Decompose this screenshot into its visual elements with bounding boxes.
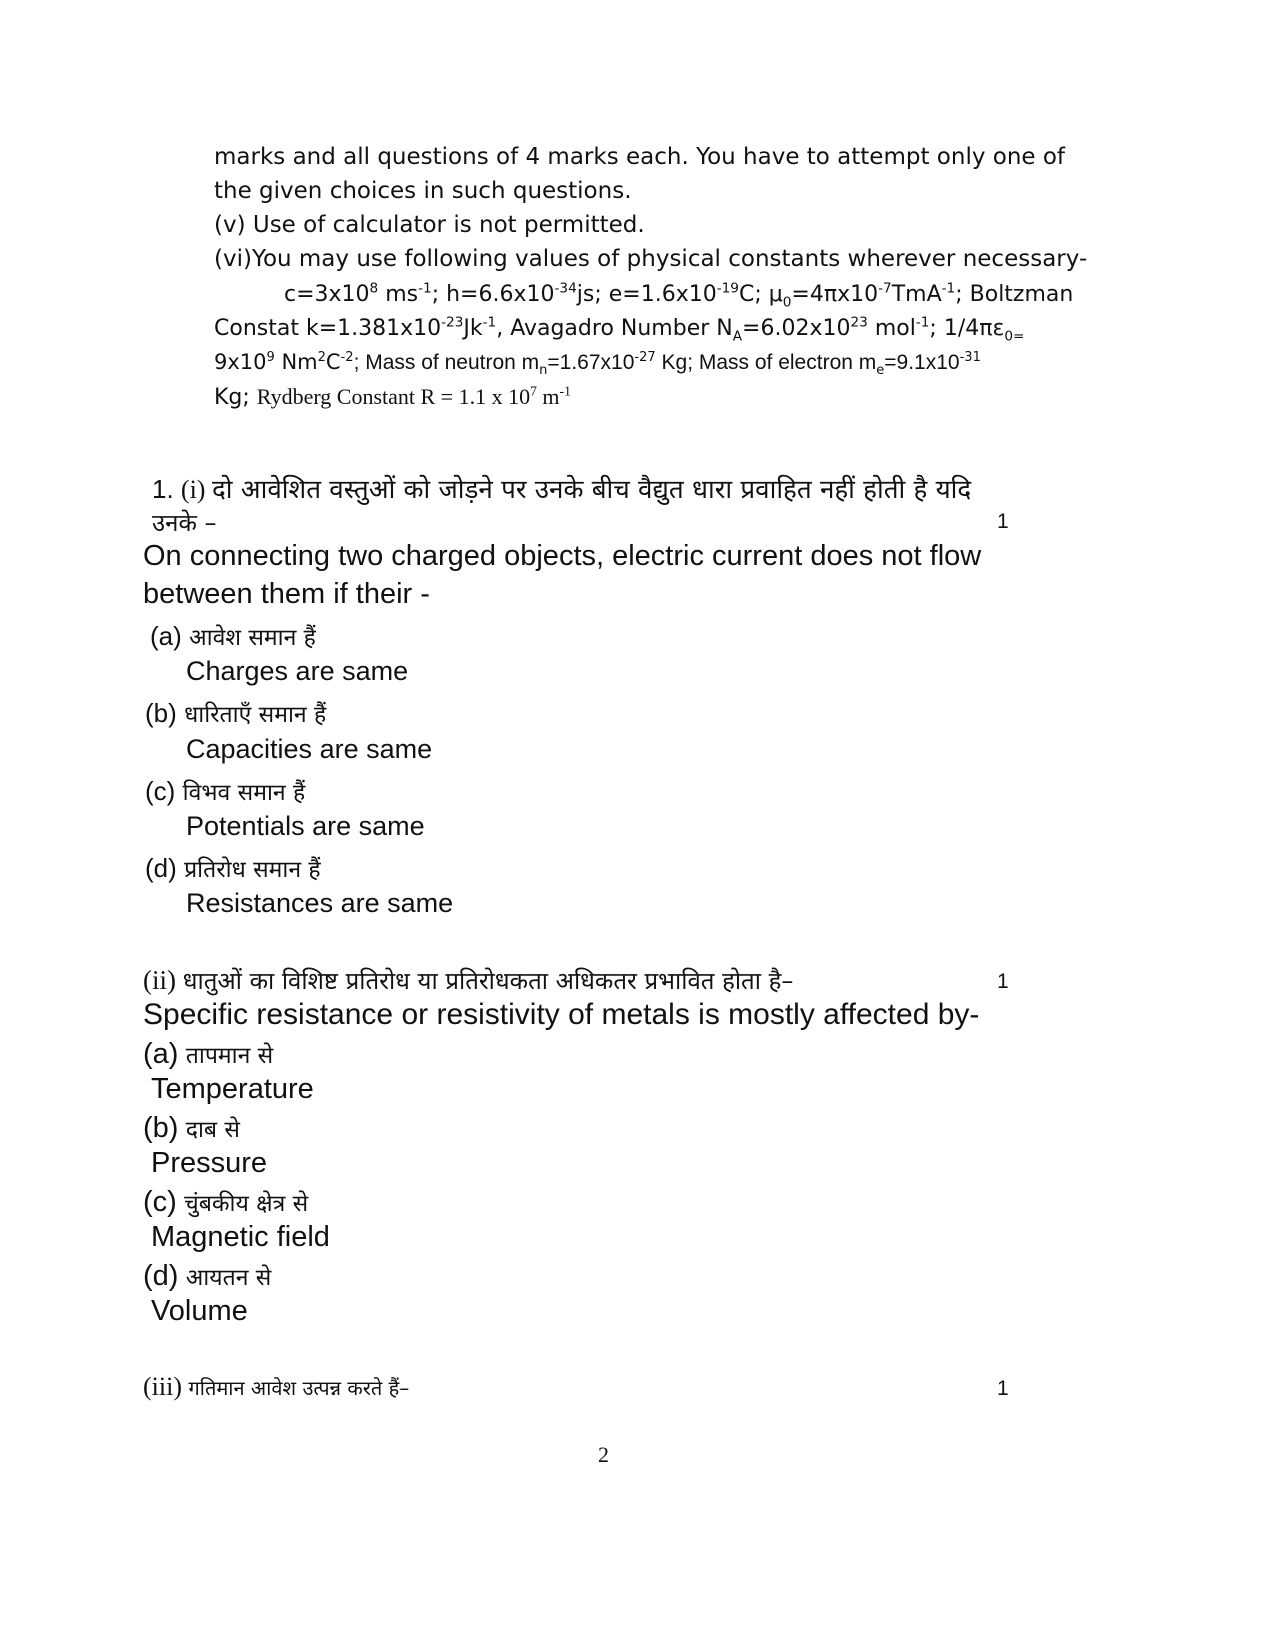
q1-option-b-english: Capacities are same	[186, 734, 433, 764]
constants-line-1: $c=3x10^8$ $ms^{-1}$; $h=6.6x10^{-34}js$; $e=1.6x10^{-19}C$; $\mu_0=4\pi x10^{-7}TmA^{-1}$; Boltzman	[284, 280, 1074, 311]
q1-option-b-hindi: (b) धारिताएँ समान हैं	[145, 698, 327, 728]
q1-option-a-english: Charges are same	[186, 656, 409, 686]
q1-option-d-hindi: (d) प्रतिरोध समान हैं	[145, 853, 321, 883]
q1-option-c-english: Potentials are same	[186, 811, 425, 841]
q2-option-d-hindi: (d) आयतन से	[143, 1260, 272, 1292]
q1-english-line-2: between them if their -	[143, 578, 430, 610]
q2-option-b-english: Pressure	[151, 1147, 268, 1179]
q1-option-a-hindi: (a) आवेश समान हैं	[150, 621, 316, 651]
q1-hindi-line-1: 1. (i) दो आवेशित वस्तुओं को जोड़ने पर उनके बीच वैद्युत धारा प्रवाहित नहीं होती है यदि	[152, 474, 972, 505]
page-number: 2	[598, 1442, 609, 1467]
q2-option-a-english: Temperature	[151, 1073, 314, 1105]
q2-option-d-english: Volume	[151, 1295, 248, 1327]
q2-option-a-hindi: (a) तापमान से	[143, 1038, 274, 1070]
constants-line-4: Kg; Rydberg Constant R = 1.1 x $10^7$ $m^{-1}$	[214, 383, 571, 410]
q1-option-c-hindi: (c) विभव समान हैं	[145, 776, 306, 806]
q1-option-d-english: Resistances are same	[186, 888, 454, 918]
instruction-line: the given choices in such questions.	[214, 178, 632, 204]
instruction-line: marks and all questions of 4 marks each. You have to attempt only one of	[214, 144, 1066, 170]
q2-marks: 1	[997, 970, 1009, 993]
q1-marks: 1	[997, 510, 1009, 533]
q1-english-line-1: On connecting two charged objects, electric current does not flow	[143, 540, 982, 572]
q1-hindi-line-2: उनके –	[152, 509, 217, 537]
constants-line-2: Constat $k=1.381x10^{-23}Jk^{-1}$, Avagadro Number $N_A=6.02x10^{23}$ mol$^{-1}$; $1/4\pi\varepsilon_{0=}$	[214, 314, 1025, 345]
q2-english: Specific resistance or resistivity of metals is mostly affected by-	[143, 998, 980, 1031]
q2-option-b-hindi: (b) दाब से	[143, 1112, 240, 1144]
instruction-item-vi: (vi)You may use following values of physical constants wherever necessary-	[214, 246, 1088, 272]
q2-option-c-english: Magnetic field	[151, 1221, 330, 1253]
constants-line-3: $9x10^9$ $Nm^2C^{-2}$; Mass of neutron $m_n=1.67x10^{-27}$ Kg; Mass of electron $m_e=9.1x10^{-31}$	[214, 350, 981, 379]
instruction-item-v: (v) Use of calculator is not permitted.	[214, 212, 645, 238]
q3-hindi: (iii) गतिमान आवेश उत्पन्न करते हैं–	[143, 1372, 410, 1401]
q3-marks: 1	[997, 1377, 1009, 1400]
q2-option-c-hindi: (c) चुंबकीय क्षेत्र से	[143, 1186, 309, 1218]
q2-hindi: (ii) धातुओं का विशिष्ट प्रतिरोध या प्रतिरोधकता अधिकतर प्रभावित होता है–	[143, 965, 794, 995]
